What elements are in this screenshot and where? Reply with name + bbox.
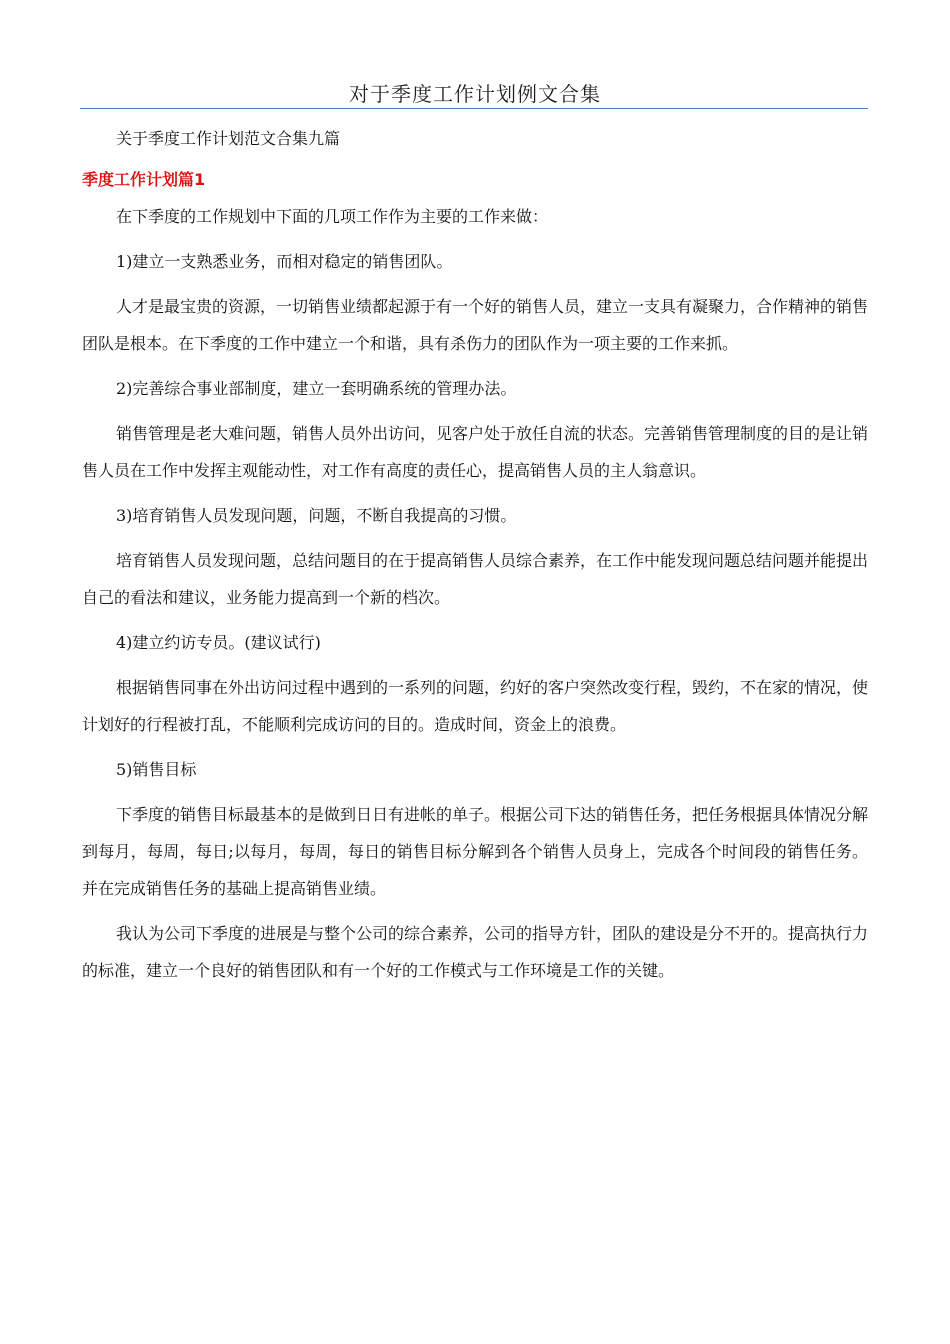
- paragraph-9: 根据销售同事在外出访问过程中遇到的一系列的问题，约好的客户突然改变行程，毁约，不在家的情况，使计划好的行程被打乱，不能顺利完成访问的目的。造成时间，资金上的浪费。: [82, 678, 869, 734]
- paragraph-3: 人才是最宝贵的资源，一切销售业绩都起源于有一个好的销售人员，建立一支具有凝聚力，合作精神的销售团队是根本。在下季度的工作中建立一个和谐，具有杀伤力的团队作为一项主要的工作来抓。: [82, 297, 869, 353]
- paragraph-10: 5)销售目标: [116, 760, 197, 779]
- document-intro: 关于季度工作计划范文合集九篇: [116, 129, 341, 148]
- paragraph-8: 4)建立约访专员。(建议试行): [116, 633, 321, 652]
- header-divider: [80, 108, 868, 109]
- paragraph-4: 2)完善综合事业部制度，建立一套明确系统的管理办法。: [116, 379, 517, 398]
- section-heading: 季度工作计划篇1: [82, 170, 206, 189]
- paragraph-6: 3)培育销售人员发现问题，问题，不断自我提高的习惯。: [116, 506, 517, 525]
- paragraph-12: 我认为公司下季度的进展是与整个公司的综合素养，公司的指导方针，团队的建设是分不开的。提高执行力的标准，建立一个良好的销售团队和有一个好的工作模式与工作环境是工作的关键。: [82, 924, 869, 980]
- paragraph-7: 培育销售人员发现问题，总结问题目的在于提高销售人员综合素养，在工作中能发现问题总结问题并能提出自己的看法和建议，业务能力提高到一个新的档次。: [82, 551, 869, 607]
- document-body: [82, 124, 868, 997]
- paragraph-2: 1)建立一支熟悉业务，而相对稳定的销售团队。: [116, 252, 453, 271]
- paragraph-5: 销售管理是老大难问题，销售人员外出访问，见客户处于放任自流的状态。完善销售管理制度的目的是让销售人员在工作中发挥主观能动性，对工作有高度的责任心，提高销售人员的主人翁意识。: [82, 424, 869, 480]
- paragraph-11: 下季度的销售目标最基本的是做到日日有进帐的单子。根据公司下达的销售任务，把任务根据具体情况分解到每月，每周，每日;以每月，每周，每日的销售目标分解到各个销售人员身上，完成各个时间段的销售任务。并在完成销售任务的基础上提高销售业绩。: [82, 805, 869, 898]
- paragraph-1: 在下季度的工作规划中下面的几项工作作为主要的工作来做：: [116, 207, 549, 226]
- page-header-title: 对于季度工作计划例文合集: [349, 82, 601, 106]
